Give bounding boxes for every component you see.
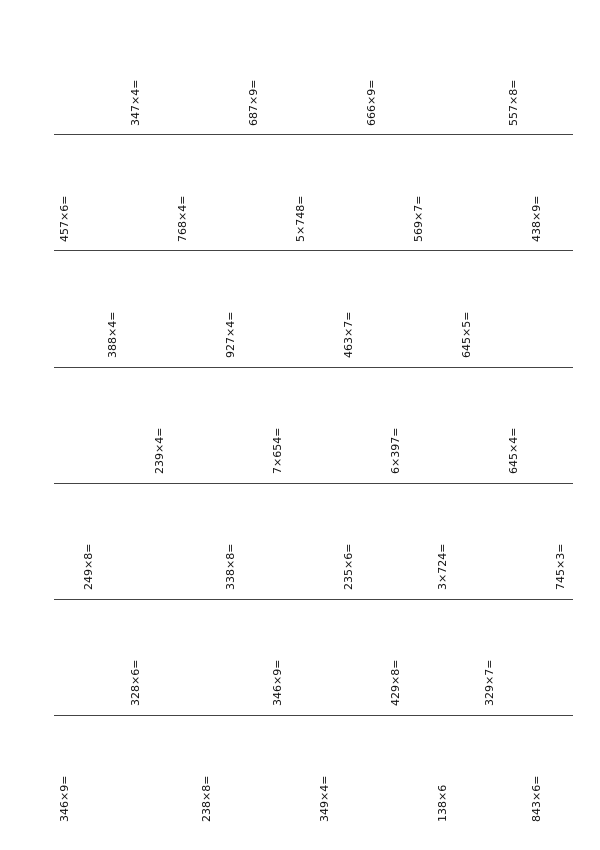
worksheet-page: 347×4= 687×9= 666×9= 557×8= 457×6= 768×4= 5×748= 569×7= 438×9= 388×4= 927×4= 463×7= 645×5= 239×4= 7×654= 6×397= 645×4= 249×8= 338×8= 235×6= 3×724= 745×3= 328×6= 346×9= 429×8= 329×7= 346×9= 238×8= 349×4= 138×6 843×6= <box>0 0 600 850</box>
row-divider <box>54 134 573 135</box>
row-divider <box>54 250 573 251</box>
row-divider <box>54 599 573 600</box>
row-divider <box>54 715 573 716</box>
row-divider <box>54 483 573 484</box>
row-divider <box>54 367 573 368</box>
